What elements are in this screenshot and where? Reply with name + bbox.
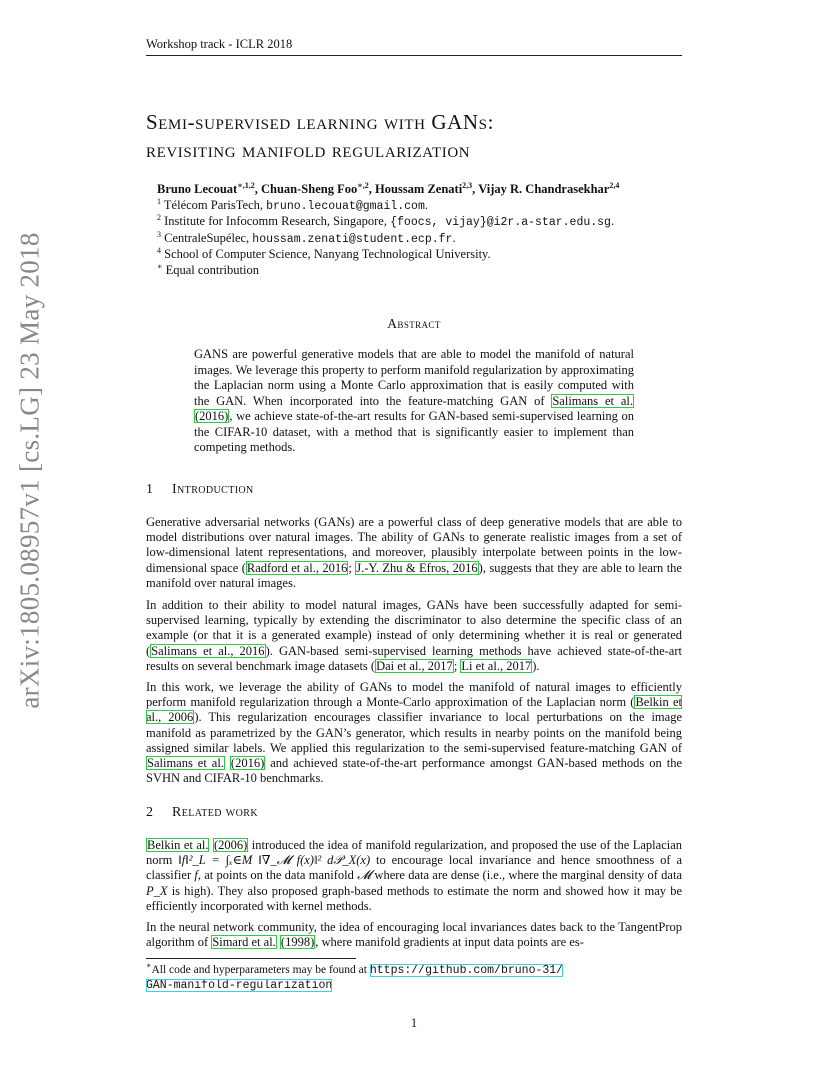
equal-contribution-note — [157, 263, 697, 279]
section-heading-introduction — [146, 482, 254, 498]
paragraph-text: introduced the idea of manifold regularization, and proposed the use of the Laplacian norm — [146, 838, 683, 868]
affiliation-text: CentraleSupélec, — [164, 230, 250, 245]
author-superscript: 2,4 — [609, 180, 620, 190]
paragraph-text: , at points on the data manifold — [197, 868, 358, 883]
paragraph-text: ). GAN-based semi-supervised learning methods have achieved state-of-the-art results on several benchmark image datasets ( — [146, 643, 682, 673]
affiliation-text: Institute for Infocomm Research, Singapore, — [164, 214, 387, 228]
citation-year-link[interactable]: (2006) — [213, 838, 248, 852]
abstract-heading: Abstract — [387, 316, 441, 331]
laplacian-norm-formula: ‖f‖²_L = ∫ₓ∈M ‖∇_𝓜 f(x)‖² d𝒫_X(x) — [178, 853, 371, 868]
paragraph-text: Generative adversarial networks (GANs) are a powerful class of deep generative models that are able to model distributions over natural images. The ability of GANs to generate realistic images from a set of low-dimensional latent representations, and moreover, plausibly interpolate between points in the low-dimensional space ( — [146, 515, 682, 575]
section-heading-related-work — [146, 805, 258, 821]
abstract-text: GANS are powerful generative models that are able to model the manifold of natural images. We leverage this property to perform manifold regularization by approximating the Laplacian norm using a Monte Carlo approximation that is easily computed with the GAN. When incorporated into the feature-matching GAN of — [194, 347, 634, 408]
author-superscript: ∗,1,2 — [237, 180, 255, 190]
citation-year-link[interactable]: (2016) — [195, 409, 229, 423]
citation-link[interactable]: Salimans et al., 2016 — [151, 643, 265, 658]
affiliation-2: $^2$ Institute for Infocomm Research, Singapore, {foocs, vijay}@i2r.a-star.edu.sg. — [157, 212, 615, 229]
affiliation-4 — [157, 247, 697, 263]
footnote-rule — [146, 958, 356, 959]
affiliation-email: bruno.lecouat@gmail.com — [266, 199, 425, 213]
paragraph-text: to encourage local invariance and hence smoothness of a classifier — [146, 853, 683, 883]
paper-title — [146, 108, 706, 164]
affiliation-text: Télécom ParisTech, — [163, 197, 263, 212]
footnote — [146, 963, 682, 993]
paragraph-text: In this work, we leverage the ability of GANs to model the manifold of natural images to efficiently perform manifold regularization through a Monte-Carlo approximation of the Laplacian norm ( — [146, 680, 682, 710]
related-paragraph-2 — [146, 920, 682, 950]
math-symbol: P_X — [146, 883, 168, 898]
citation-link[interactable]: J.-Y. Zhu & Efros, 2016 — [356, 560, 478, 575]
code-url-link-continued[interactable]: GAN-manifold-regularization — [146, 979, 333, 992]
footnote-mark: ∗ — [146, 961, 152, 971]
paragraph-text: ; — [453, 658, 461, 673]
author-block — [157, 182, 697, 278]
paper-title-line-2: revisiting manifold regularization — [146, 138, 471, 162]
related-paragraph-1 — [146, 838, 682, 914]
running-head: Workshop track - ICLR 2018 — [146, 37, 682, 56]
section-number: 2 — [146, 805, 154, 820]
affiliation-mark: 2 — [157, 212, 161, 222]
paragraph-text: ), suggests that they are able to learn the manifold over natural images. — [146, 560, 682, 590]
author-name: Bruno Lecouat — [157, 182, 238, 196]
paragraph-text: ; — [348, 560, 356, 575]
section-number: 1 — [146, 482, 154, 497]
intro-paragraph-1 — [146, 515, 682, 591]
paragraph-text: where data are dense (i.e., where the marginal density of data — [371, 868, 683, 883]
citation-link[interactable]: Li et al., 2017 — [461, 658, 532, 673]
affiliation-email: houssam.zenati@student.ecp.fr — [252, 232, 453, 246]
citation-link[interactable]: Belkin et al., 2006 — [146, 695, 682, 725]
section-title: Related work — [172, 805, 258, 820]
paper-title-line-1: Semi-supervised learning with GANs: — [146, 110, 495, 134]
arxiv-identifier — [8, 231, 52, 709]
affiliation-3: $^3$ CentraleSupélec, houssam.zenati@student.ecp.fr. — [157, 229, 456, 246]
page-number: 1 — [410, 1016, 418, 1030]
abstract-text: , we achieve state-of-the-art results for GAN-based semi-supervised learning on the CIFAR-10 dataset, with a method that is significantly easier to implement than competing methods. — [194, 409, 634, 454]
code-url-link[interactable]: https://github.com/bruno-31/ — [369, 964, 564, 977]
author-name: Chuan-Sheng Foo — [261, 182, 358, 196]
citation-year-link[interactable]: (1998) — [280, 935, 315, 950]
author-list: Bruno Lecouat$^{∗,1,2}$, Chuan-Sheng Foo$^{∗,2}$, Houssam Zenati$^{2,3}$, Vijay R. Chandrasekhar$^{2,4}$ — [157, 180, 620, 196]
citation-link[interactable]: Belkin et al. — [147, 838, 209, 852]
affiliation-1: $^1$ Télécom ParisTech, bruno.lecouat@gmail.com. — [157, 196, 428, 213]
affiliation-text: Equal contribution — [165, 262, 259, 277]
paragraph-text: ). This regularization encourages classifier invariance to local perturbations on the image manifold as parametrized by the GAN’s generator, which results in nearby points on the manifold being assigned similar labels. We applied this regularization to the semi-supervised feature-matching GAN of — [146, 710, 682, 755]
arxiv-identifier-text: arXiv:1805.08957v1 [cs.LG] 23 May 2018 — [14, 231, 45, 709]
paragraph-text: and achieved state-of-the-art performance amongst GAN-based methods on the SVHN and CIFAR-10 benchmarks. — [146, 756, 682, 786]
affiliation-mark: ∗ — [157, 261, 163, 271]
affiliation-mark: 4 — [157, 245, 161, 255]
citation-link[interactable]: Simard et al. — [212, 935, 276, 950]
author-superscript: ∗,2 — [357, 180, 369, 190]
citation-year-link[interactable]: (2016) — [230, 756, 265, 771]
section-title: Introduction — [172, 482, 254, 497]
citation-link[interactable]: Salimans et al. — [552, 393, 634, 408]
citation-link[interactable]: Radford et al., 2016 — [246, 560, 348, 575]
footnote-text: All code and hyperparameters may be found at — [151, 964, 370, 976]
paragraph-text: In the neural network community, the idea of encouraging local invariances dates back to the TangentProp algorithm of — [146, 920, 682, 950]
citation-link[interactable]: Salimans et al. — [147, 756, 224, 771]
math-symbol: 𝓜 — [357, 868, 372, 883]
paragraph-text: ). — [532, 658, 540, 673]
affiliation-text: School of Computer Science, Nanyang Technological University. — [164, 247, 491, 261]
affiliation-email: {foocs, vijay}@i2r.a-star.edu.sg — [390, 216, 611, 229]
abstract-body — [194, 347, 634, 456]
paragraph-text: , where manifold gradients at input data points are es- — [315, 935, 584, 950]
citation-link[interactable]: Dai et al., 2017 — [376, 658, 453, 673]
paragraph-text: is high). They also proposed graph-based methods to estimate the norm and showed how it may be efficiently incorporated with kernel methods. — [146, 883, 682, 913]
author-superscript: 2,3 — [462, 180, 473, 190]
affiliation-mark: 3 — [157, 229, 161, 239]
math-symbol: f — [194, 868, 198, 883]
paragraph-text: In addition to their ability to model natural images, GANs have been successfully adapted for semi-supervised learning, typically by extending the discriminator to also determine the specific class of an example (or that it is a generated example) instead of only determining whether it is real or generated ( — [146, 598, 682, 658]
intro-paragraph-3 — [146, 680, 682, 786]
intro-paragraph-2 — [146, 598, 682, 674]
author-name: Vijay R. Chandrasekhar — [478, 182, 610, 196]
author-name: Houssam Zenati — [375, 182, 463, 196]
affiliation-mark: 1 — [157, 196, 161, 206]
